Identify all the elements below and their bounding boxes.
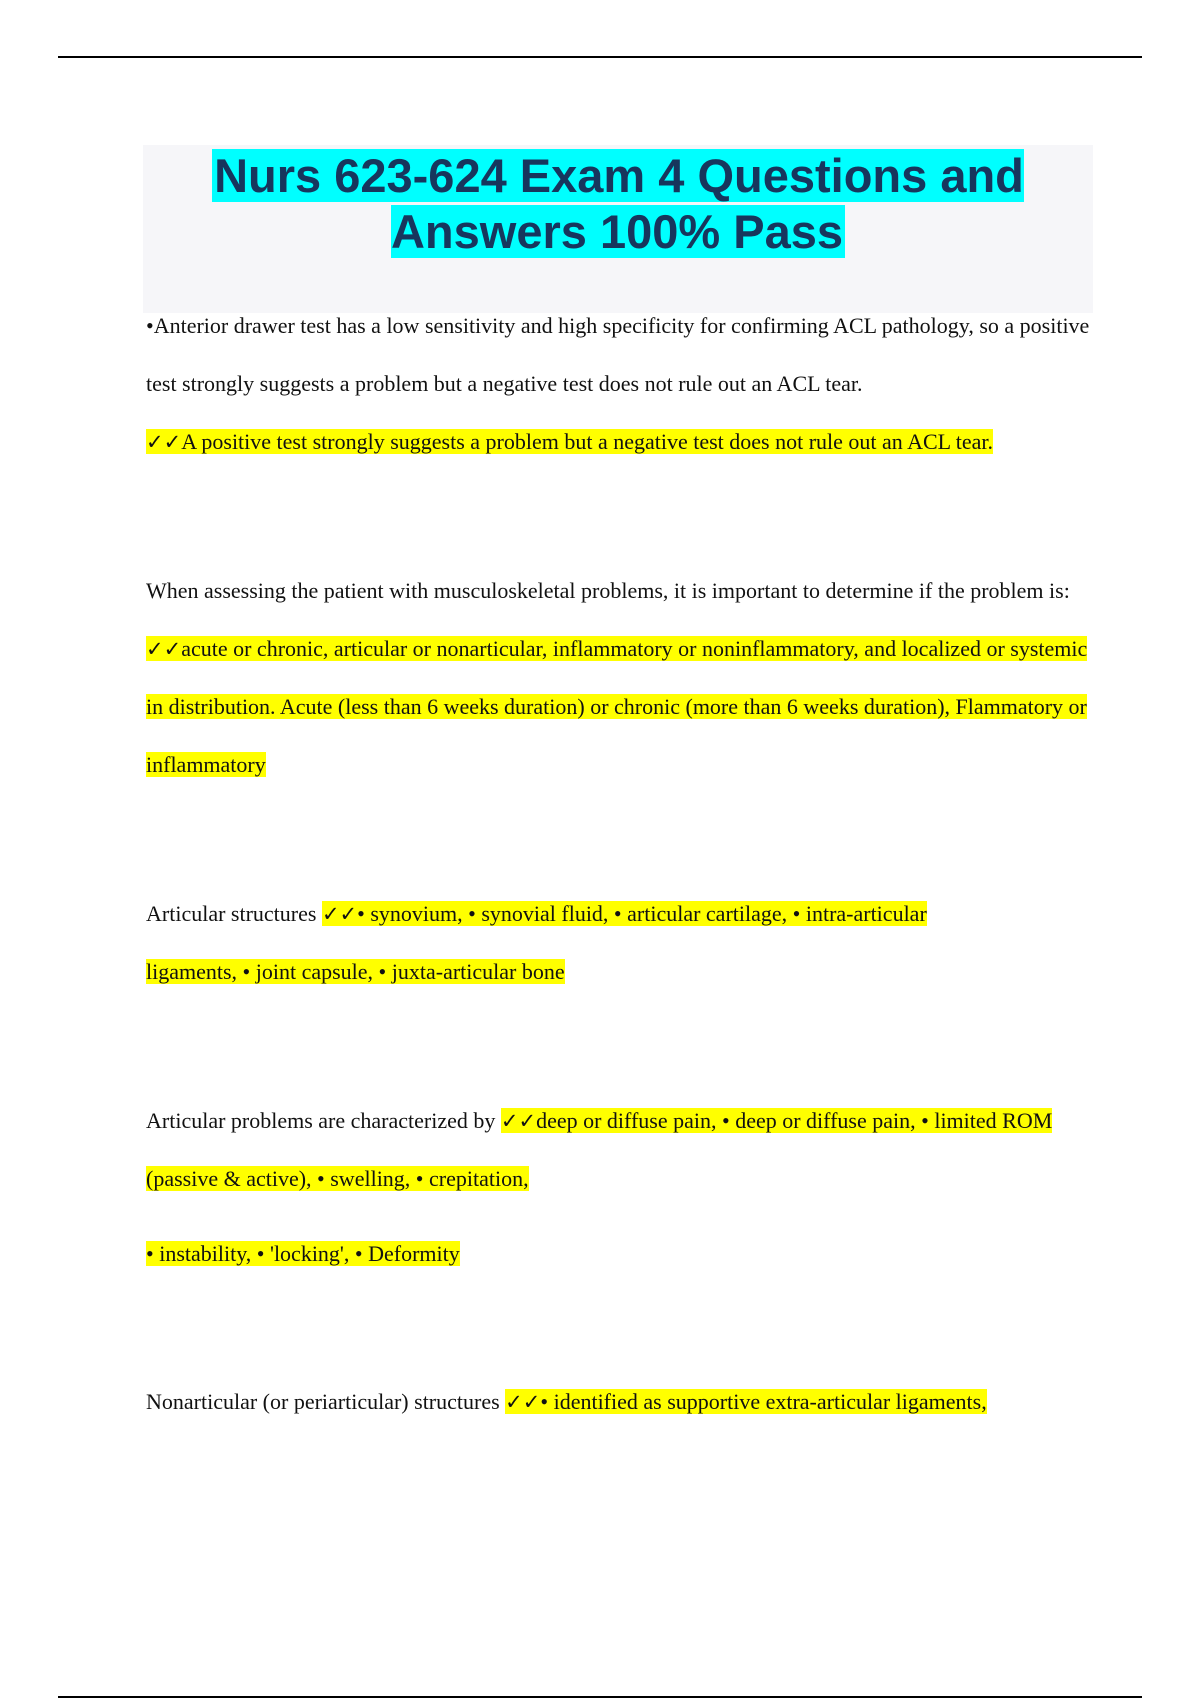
question-3-text: Articular structures [146,901,317,926]
answer-3-text: • synovium, • synovial fluid, • articular cartilage, • intra-articular ligaments, • joint capsule, • juxta-articular bone [146,901,927,984]
question-3 [146,885,1016,1001]
title-banner [143,145,1093,313]
question-1 [146,297,1091,471]
answer-2 [146,636,1087,777]
question-4-text: Articular problems are characterized by [146,1108,496,1133]
answer-1-text: A positive test strongly suggests a problem but a negative test does not rule out an ACL tear. [181,429,994,454]
answer-1 [146,429,993,454]
question-1-text: •Anterior drawer test has a low sensitivity and high specificity for confirming ACL pathology, so a positive test strongly suggests a problem but a negative test does not rule out an ACL tear. [146,313,1090,396]
check-mark-icon: ✓✓ [500,1109,537,1133]
question-5-text: Nonarticular (or periarticular) structures [146,1389,500,1414]
top-rule [58,56,1142,58]
check-mark-icon: ✓✓ [146,637,182,661]
question-2 [146,562,1091,794]
answer-5-text: • identified as supportive extra-articular ligaments, [540,1389,987,1414]
answer-4-continued [146,1225,1091,1283]
page-title: Nurs 623-624 Exam 4 Questions and Answers 100% Pass [214,149,1024,258]
question-4 [146,1092,1091,1208]
bottom-rule [58,1696,1142,1698]
answer-4-extra: • instability, • 'locking', • Deformity [146,1241,460,1266]
answer-2-text: acute or chronic, articular or nonarticular, inflammatory or noninflammatory, and localized or systemic in distribution. Acute (less than 6 weeks duration) or chronic (more than 6 weeks duration), Flammatory or inflammatory [146,636,1088,777]
question-5 [146,1373,1091,1431]
answer-4-text: deep or diffuse pain, • deep or diffuse pain, • limited ROM (passive & active), • swelling, • crepitation, [146,1108,1053,1191]
check-mark-icon: ✓✓ [146,430,182,454]
question-2-text: When assessing the patient with musculoskeletal problems, it is important to determine if the problem is: [146,578,1070,603]
check-mark-icon: ✓✓ [505,1390,541,1414]
answer-5 [505,1389,987,1414]
check-mark-icon: ✓✓ [321,902,358,926]
